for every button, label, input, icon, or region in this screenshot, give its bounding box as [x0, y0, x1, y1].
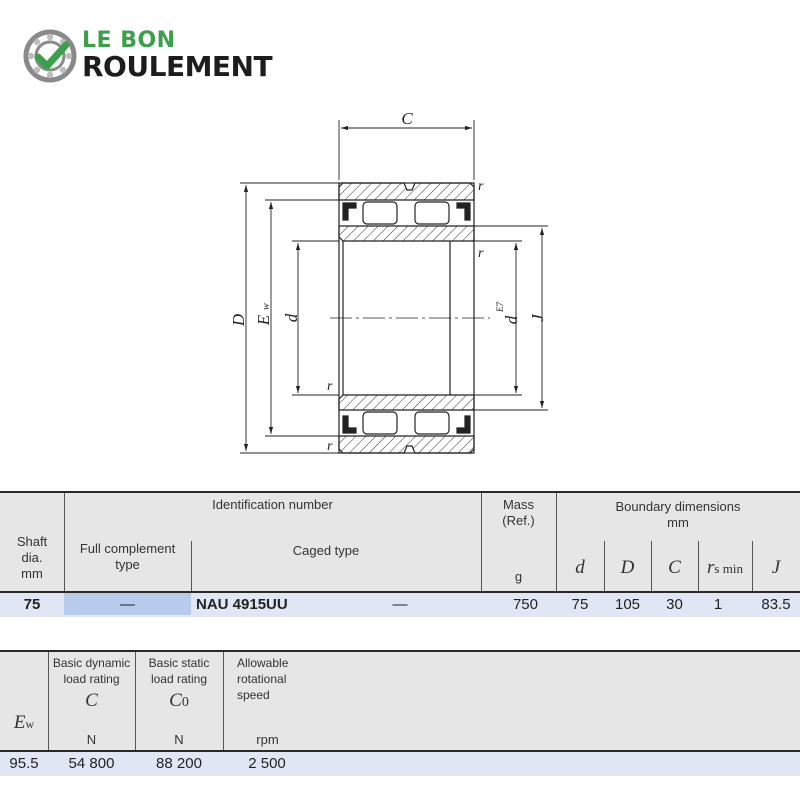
table-row — [0, 593, 800, 615]
header-col-J: J — [771, 557, 781, 578]
header-caged-type: Caged type — [292, 543, 360, 558]
dim-label-Ew: E — [254, 314, 273, 326]
radius-label-top-right: r — [478, 179, 484, 194]
dim-label-Ew-sub: w — [261, 303, 272, 310]
header-col-D: D — [620, 557, 635, 578]
header-boundary-dimensions: Boundary dimensions mm — [615, 499, 741, 530]
cell-rs-min: 1 — [713, 596, 723, 613]
bearing-check-logo-icon — [22, 28, 78, 84]
cell-dynamic-load: 54 800 — [68, 755, 115, 772]
header-dyn-symbol: C — [85, 690, 98, 711]
header-mass-unit: g — [514, 569, 523, 584]
bearing-spec-table-1 — [0, 491, 800, 617]
dim-label-d: d — [282, 313, 301, 323]
header-identification-number: Identification number — [212, 497, 333, 512]
cell-static-load: 88 200 — [156, 755, 202, 772]
cell-caged-alt: — — [392, 596, 408, 613]
cell-D: 105 — [614, 596, 641, 613]
header-ew: Ew — [13, 712, 35, 733]
dim-label-dE7: d — [502, 315, 521, 325]
radius-label-bottom-left: r — [327, 439, 333, 454]
header-stat-unit: N — [174, 732, 184, 747]
cell-full-complement: — — [120, 596, 135, 613]
bearing-cross-section-drawing — [0, 100, 800, 470]
cell-mass: 750 — [512, 596, 538, 613]
dim-label-J: J — [528, 314, 547, 322]
cell-J: 83.5 — [761, 596, 791, 613]
cell-shaft: 75 — [23, 596, 41, 613]
header-full-complement: Full complement type — [79, 541, 176, 572]
cell-caged-type: NAU 4915UU — [196, 596, 288, 613]
radius-label-inner-right: r — [478, 246, 484, 261]
header-col-d: d — [575, 557, 585, 578]
cell-ew: 95.5 — [9, 755, 39, 772]
table-row — [0, 752, 800, 774]
header-col-C: C — [668, 557, 681, 578]
header-basic-static-load-rating: Basic static load rating — [148, 656, 210, 686]
table-top-border — [0, 491, 800, 493]
header-dyn-unit: N — [86, 732, 97, 747]
dim-label-dE7-sup: E7 — [495, 302, 505, 312]
dim-label-D: D — [229, 313, 248, 327]
table-top-border — [0, 650, 800, 652]
header-col-rs-min: rs min — [707, 557, 743, 578]
radius-label-inner-left: r — [327, 379, 333, 394]
cell-C: 30 — [666, 596, 683, 613]
dim-label-C: C — [401, 109, 413, 128]
logo-text-line2: ROULEMENT — [82, 50, 273, 83]
header-allowable-rotational-speed: Allowable rotational speed — [237, 656, 289, 702]
header-basic-dynamic-load-rating: Basic dynamic load rating — [52, 656, 131, 686]
cell-d: 75 — [571, 596, 589, 613]
header-speed-unit: rpm — [256, 732, 279, 747]
logo-text-line1: LE BON — [82, 28, 176, 53]
brand-logo — [22, 26, 302, 86]
header-mass: Mass (Ref.) — [502, 497, 535, 528]
bearing-spec-table-2 — [0, 650, 800, 776]
header-shaft-dia: Shaft dia. mm — [16, 534, 48, 581]
header-stat-symbol: C0 — [169, 690, 189, 711]
cell-speed: 2 500 — [248, 755, 286, 772]
